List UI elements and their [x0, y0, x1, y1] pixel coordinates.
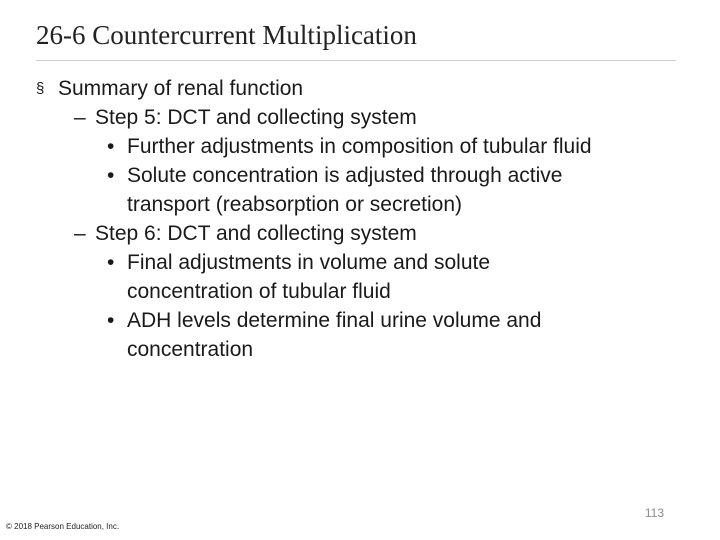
- bullet-text: transport (reabsorption or secretion): [127, 193, 462, 216]
- bullet-text: Solute concentration is adjusted through active: [127, 164, 563, 187]
- bullet-text: Summary of renal function: [58, 77, 304, 100]
- dot-bullet-icon: •: [107, 251, 115, 274]
- bullet-text: Step 6: DCT and collecting system: [95, 222, 417, 245]
- bullet-text: ADH levels determine final urine volume and: [127, 309, 542, 332]
- bullet-step-5-detail-2-continued: [36, 190, 686, 219]
- bullet-step-6-detail-2: [36, 306, 686, 335]
- bullet-step-6-detail-1: [36, 248, 686, 277]
- bullet-text: concentration: [127, 338, 254, 361]
- bullet-step-5-detail-1: [36, 132, 686, 161]
- bullet-text: Further adjustments in composition of tubular fluid: [127, 135, 592, 158]
- dot-bullet-icon: •: [107, 309, 115, 332]
- bullet-step-6: [36, 219, 686, 248]
- bullet-text: Step 5: DCT and collecting system: [95, 106, 417, 129]
- square-bullet-icon: §: [36, 80, 45, 97]
- dot-bullet-icon: •: [107, 135, 115, 158]
- dash-bullet-icon: –: [74, 222, 86, 245]
- title-divider: [36, 60, 676, 61]
- slide-title: 26-6 Countercurrent Multiplication: [36, 20, 417, 50]
- slide-body: [36, 74, 686, 364]
- bullet-text: Final adjustments in volume and solute: [127, 251, 491, 274]
- bullet-summary: [36, 74, 686, 103]
- dash-bullet-icon: –: [74, 106, 86, 129]
- copyright-notice: © 2018 Pearson Education, Inc.: [6, 522, 120, 531]
- bullet-text: concentration of tubular fluid: [127, 280, 391, 303]
- bullet-step-6-detail-1-continued: [36, 277, 686, 306]
- page-number: 113: [644, 506, 664, 520]
- bullet-step-6-detail-2-continued: [36, 335, 686, 364]
- dot-bullet-icon: •: [107, 164, 115, 187]
- bullet-step-5: [36, 103, 686, 132]
- bullet-step-5-detail-2: [36, 161, 686, 190]
